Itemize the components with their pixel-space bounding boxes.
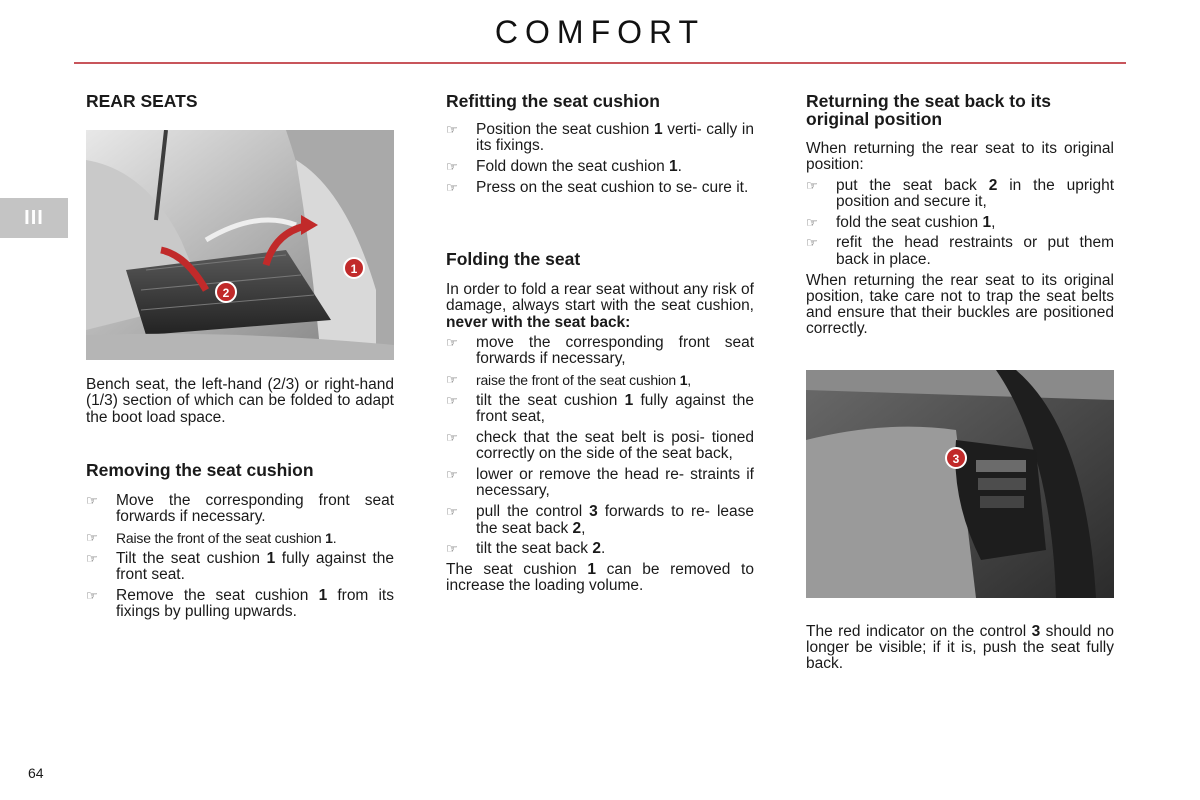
- list-item: ☞ Raise the front of the seat cushion 1.: [86, 529, 337, 546]
- pointing-hand-icon: ☞: [446, 179, 458, 195]
- pointing-hand-icon: ☞: [446, 372, 458, 388]
- pointing-hand-icon: ☞: [806, 214, 818, 230]
- chapter-tab: [0, 198, 68, 238]
- returning-intro: When returning the rear seat to its original position:: [806, 140, 1114, 174]
- rear-seat-image: [86, 130, 394, 360]
- refitting-steps: [446, 122, 754, 196]
- list-item: ☞ put the seat back 2 in the upright position and secure it,: [806, 176, 1114, 210]
- pointing-hand-icon: ☞: [446, 159, 458, 175]
- list-item: ☞ tilt the seat back 2.: [446, 540, 606, 558]
- list-item: ☞ Remove the seat cushion 1 from its fixings by pulling upwards.: [86, 586, 394, 621]
- removing-steps: [86, 493, 394, 621]
- pointing-hand-icon: ☞: [446, 504, 458, 520]
- list-item: ☞ move the corresponding front seat forwards if necessary,: [446, 334, 754, 368]
- section-title-rear-seats: REAR SEATS: [86, 91, 198, 111]
- list-item: ☞ Position the seat cushion 1 verti- cally in its fixings.: [446, 121, 754, 155]
- pointing-hand-icon: ☞: [446, 541, 458, 557]
- pointing-hand-icon: ☞: [446, 430, 458, 446]
- header-divider: [74, 62, 1126, 64]
- pointing-hand-icon: ☞: [446, 467, 458, 483]
- figure-callout-2: 2: [222, 286, 230, 300]
- folding-steps: [446, 335, 754, 558]
- section-title-removing: Removing the seat cushion: [86, 459, 314, 480]
- seat-release-control-illustration: [806, 370, 1114, 598]
- pointing-hand-icon: ☞: [806, 177, 818, 193]
- removal-note: The seat cushion 1 can be removed to increase the loading volume.: [446, 561, 754, 595]
- rear-seat-illustration: [86, 130, 394, 360]
- pointing-hand-icon: ☞: [86, 529, 98, 545]
- section-title-returning: Returning the seat back to its original position: [806, 91, 1052, 129]
- list-item: ☞ lower or remove the head re- straints if necessary,: [446, 466, 754, 500]
- pointing-hand-icon: ☞: [86, 492, 98, 508]
- pointing-hand-icon: ☞: [86, 550, 98, 566]
- column-rear-seats: [86, 92, 394, 625]
- list-item: ☞ Press on the seat cushion to se- cure it.: [446, 178, 749, 196]
- list-item: ☞ raise the front of the seat cushion 1,: [446, 372, 691, 389]
- pointing-hand-icon: ☞: [446, 335, 458, 351]
- list-item: ☞ Tilt the seat cushion 1 fully against the front seat.: [86, 549, 394, 584]
- pointing-hand-icon: ☞: [446, 392, 458, 408]
- figure-callout-3: 3: [952, 451, 960, 466]
- list-item: ☞ fold the seat cushion 1,: [806, 213, 996, 231]
- chapter-number: III: [24, 206, 44, 229]
- section-title-folding: Folding the seat: [446, 249, 581, 270]
- control-image: [806, 370, 1114, 598]
- section-title-refitting: Refitting the seat cushion: [446, 91, 660, 111]
- page-title: COMFORT: [494, 14, 706, 50]
- column-returning: [806, 92, 1114, 673]
- list-item: ☞ pull the control 3 forwards to re- lease the seat back 2,: [446, 503, 754, 537]
- figure-callout-1: 1: [350, 262, 358, 276]
- pointing-hand-icon: ☞: [86, 587, 98, 603]
- list-item: ☞ Move the corresponding front seat forwards if necessary.: [86, 491, 394, 526]
- returning-warning: When returning the rear seat to its original position, take care not to trap the seat belts and ensure that their buckles are positioned correctly.: [806, 271, 1114, 338]
- list-item: ☞ check that the seat belt is posi- tioned correctly on the side of the seat back,: [446, 429, 754, 463]
- page-number: 64: [28, 765, 44, 781]
- column-refit-fold: [446, 92, 754, 595]
- returning-steps: [806, 178, 1114, 268]
- folding-intro: In order to fold a rear seat without any risk of damage, always start with the seat cushion, never with the seat back:: [446, 281, 754, 331]
- rear-seats-intro: Bench seat, the left-hand (2/3) or right-hand (1/3) section of which can be folded to adapt the boot load space.: [86, 376, 394, 426]
- pointing-hand-icon: ☞: [446, 122, 458, 137]
- list-item: ☞ tilt the seat cushion 1 fully against the front seat,: [446, 391, 755, 426]
- list-item: ☞ Fold down the seat cushion 1.: [446, 158, 682, 176]
- indicator-note: The red indicator on the control 3 should no longer be visible; if it is, push the seat fully back.: [806, 622, 1114, 673]
- pointing-hand-icon: ☞: [806, 235, 818, 251]
- list-item: ☞ refit the head restraints or put them back in place.: [806, 234, 1114, 268]
